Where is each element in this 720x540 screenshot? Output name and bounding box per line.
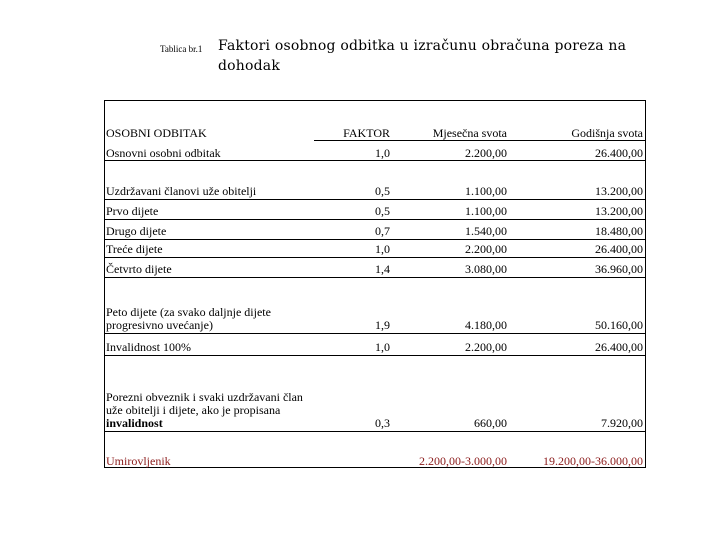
row-label: Uzdržavani članovi uže obitelji bbox=[106, 184, 257, 198]
row-factor: 1,0 bbox=[375, 146, 390, 160]
row-monthly: 3.080,00 bbox=[465, 262, 507, 276]
table-row bbox=[104, 296, 646, 332]
header-col-annual: Godišnja svota bbox=[571, 126, 643, 140]
row-label: Osnovni osobni odbitak bbox=[106, 146, 221, 160]
row-annual: 50.160,00 bbox=[595, 318, 643, 332]
table-row bbox=[104, 142, 646, 160]
row-label: Četvrto dijete bbox=[106, 262, 172, 276]
row-monthly: 1.100,00 bbox=[465, 204, 507, 218]
page-title: Faktori osobnog odbitka u izračunu obračuna poreza na dohodak bbox=[218, 38, 627, 74]
row-monthly: 2.200,00 bbox=[465, 340, 507, 354]
row-label: Invalidnost 100% bbox=[106, 340, 191, 354]
row-annual: 36.960,00 bbox=[595, 262, 643, 276]
table-row bbox=[104, 200, 646, 218]
row-factor: 1,9 bbox=[375, 318, 390, 332]
row-annual: 7.920,00 bbox=[601, 416, 643, 430]
header-col-monthly: Mjesečna svota bbox=[432, 126, 507, 140]
row-annual: 18.480,00 bbox=[595, 224, 643, 238]
row-annual: 19.200,00-36.000,00 bbox=[543, 454, 643, 468]
header-col-deduction: OSOBNI ODBITAK bbox=[106, 126, 207, 140]
row-label-emphasis: invalidnost bbox=[106, 416, 163, 430]
table-header bbox=[104, 118, 646, 140]
table-row bbox=[104, 450, 646, 468]
row-annual: 13.200,00 bbox=[595, 184, 643, 198]
table-row bbox=[104, 258, 646, 276]
row-factor: 0,3 bbox=[375, 416, 390, 430]
row-monthly: 660,00 bbox=[474, 416, 507, 430]
table-row bbox=[104, 380, 646, 430]
row-factor: 1,0 bbox=[375, 242, 390, 256]
row-factor: 0,7 bbox=[375, 224, 390, 238]
row-annual: 26.400,00 bbox=[595, 340, 643, 354]
table-row bbox=[104, 220, 646, 238]
row-label: Treće dijete bbox=[106, 242, 163, 256]
row-monthly: 2.200,00 bbox=[465, 146, 507, 160]
row-label: Peto dijete (za svako daljnje dijete progresivno uvećanje) bbox=[106, 305, 271, 332]
row-factor: 0,5 bbox=[375, 184, 390, 198]
table-row bbox=[104, 336, 646, 354]
table-row bbox=[104, 180, 646, 198]
row-monthly: 4.180,00 bbox=[465, 318, 507, 332]
row-factor: 1,0 bbox=[375, 340, 390, 354]
row-annual: 26.400,00 bbox=[595, 146, 643, 160]
row-factor: 0,5 bbox=[375, 204, 390, 218]
row-monthly: 1.540,00 bbox=[465, 224, 507, 238]
row-label: Porezni obveznik i svaki uzdržavani član uže obitelji i dijete, ako je propisana bbox=[106, 390, 303, 417]
row-label: Prvo dijete bbox=[106, 204, 159, 218]
row-label: Drugo dijete bbox=[106, 224, 167, 238]
header-col-factor: FAKTOR bbox=[343, 126, 390, 140]
row-label-wrap bbox=[106, 391, 311, 430]
row-factor: 1,4 bbox=[375, 262, 390, 276]
row-monthly: 2.200,00-3.000,00 bbox=[419, 454, 507, 468]
row-annual: 13.200,00 bbox=[595, 204, 643, 218]
table-row bbox=[104, 238, 646, 256]
row-label: Umirovljenik bbox=[106, 454, 171, 468]
row-monthly: 1.100,00 bbox=[465, 184, 507, 198]
table-caption: Tablica br.1 bbox=[160, 44, 203, 54]
row-monthly: 2.200,00 bbox=[465, 242, 507, 256]
row-annual: 26.400,00 bbox=[595, 242, 643, 256]
